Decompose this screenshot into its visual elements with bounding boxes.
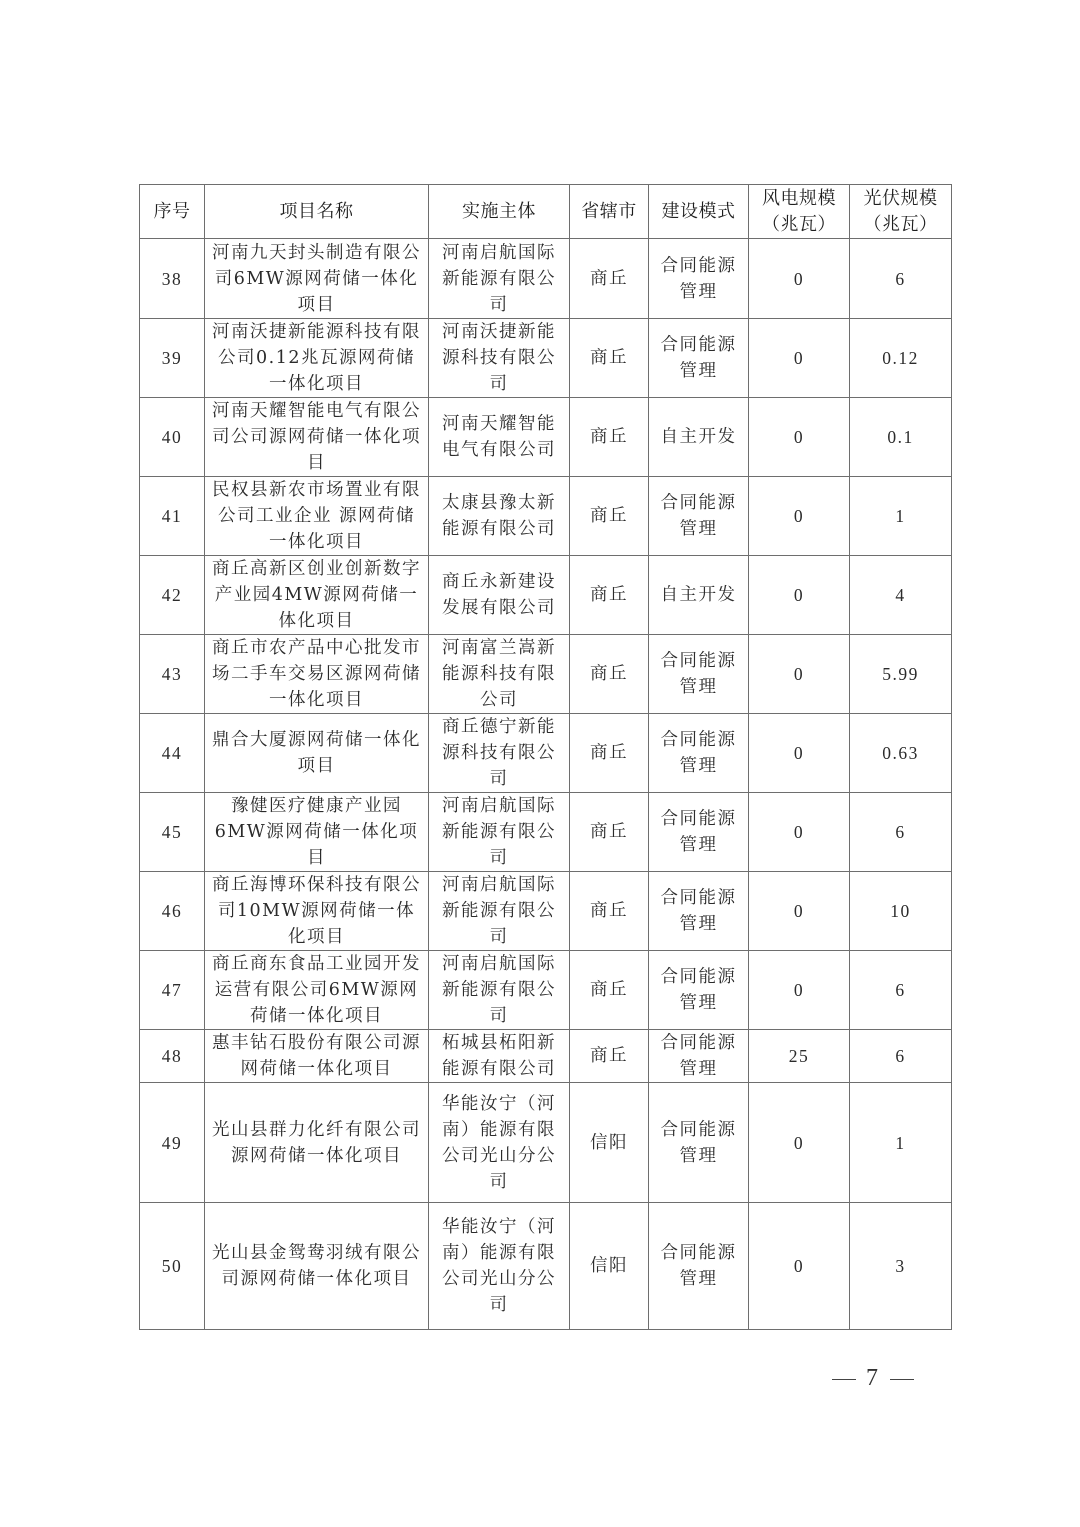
cell-index: 50 [140,1203,205,1330]
cell-wind: 0 [749,398,850,477]
cell-mode: 合同能源管理 [649,951,749,1030]
dash-left [832,1379,856,1381]
cell-project-name: 河南九天封头制造有限公司6MW源网荷储一体化项目 [205,239,429,319]
cell-index: 47 [140,951,205,1030]
cell-solar: 1 [850,1083,952,1203]
cell-implementer: 太康县豫太新能源有限公司 [429,477,570,556]
cell-city: 商丘 [570,951,649,1030]
table-body [140,239,952,1330]
cell-index: 41 [140,477,205,556]
cell-city: 商丘 [570,635,649,714]
header-solar-unit: （兆瓦） [863,213,938,235]
table-row [140,872,952,951]
cell-city: 商丘 [570,793,649,872]
cell-solar: 6 [850,951,952,1030]
page-number [822,1365,924,1392]
table-row [140,793,952,872]
cell-city: 商丘 [570,398,649,477]
cell-mode: 合同能源管理 [649,793,749,872]
cell-city: 商丘 [570,1030,649,1083]
header-solar-title: 光伏规模 [863,187,938,209]
cell-solar: 6 [850,239,952,319]
cell-wind: 0 [749,556,850,635]
cell-index: 39 [140,319,205,398]
cell-solar: 3 [850,1203,952,1330]
cell-index: 48 [140,1030,205,1083]
header-mode: 建设模式 [649,185,749,239]
cell-implementer: 柘城县柘阳新能源有限公司 [429,1030,570,1083]
cell-project-name: 光山县金鸳鸯羽绒有限公司源网荷储一体化项目 [205,1203,429,1330]
cell-project-name: 民权县新农市场置业有限公司工业企业 源网荷储一体化项目 [205,477,429,556]
header-implementer: 实施主体 [429,185,570,239]
cell-project-name: 惠丰钻石股份有限公司源网荷储一体化项目 [205,1030,429,1083]
cell-wind: 0 [749,951,850,1030]
cell-solar: 0.63 [850,714,952,793]
cell-index: 49 [140,1083,205,1203]
cell-implementer: 商丘永新建设发展有限公司 [429,556,570,635]
cell-wind: 0 [749,635,850,714]
header-wind [749,185,850,239]
cell-index: 45 [140,793,205,872]
cell-index: 43 [140,635,205,714]
cell-implementer: 河南天耀智能电气有限公司 [429,398,570,477]
cell-mode: 合同能源管理 [649,239,749,319]
cell-project-name: 商丘高新区创业创新数字产业园4MW源网荷储一体化项目 [205,556,429,635]
cell-mode: 合同能源管理 [649,635,749,714]
header-wind-unit: （兆瓦） [762,213,836,235]
cell-project-name: 商丘商东食品工业园开发运营有限公司6MW源网荷储一体化项目 [205,951,429,1030]
table-row [140,398,952,477]
cell-implementer: 商丘德宁新能源科技有限公司 [429,714,570,793]
table-row [140,319,952,398]
cell-city: 商丘 [570,872,649,951]
project-table [139,184,952,1330]
cell-wind: 0 [749,1203,850,1330]
table-row [140,556,952,635]
cell-city: 信阳 [570,1083,649,1203]
cell-project-name: 河南沃捷新能源科技有限公司0.12兆瓦源网荷储一体化项目 [205,319,429,398]
cell-index: 42 [140,556,205,635]
cell-solar: 6 [850,793,952,872]
table-row [140,1083,952,1203]
dash-right [890,1379,914,1381]
cell-mode: 合同能源管理 [649,477,749,556]
cell-implementer: 河南启航国际新能源有限公司 [429,951,570,1030]
table-row [140,239,952,319]
cell-solar: 1 [850,477,952,556]
cell-implementer: 华能汝宁（河南）能源有限公司光山分公司 [429,1203,570,1330]
table-row [140,635,952,714]
table-row [140,477,952,556]
cell-project-name: 河南天耀智能电气有限公司公司源网荷储一体化项目 [205,398,429,477]
cell-solar: 10 [850,872,952,951]
cell-mode: 合同能源管理 [649,1083,749,1203]
table-row [140,714,952,793]
cell-wind: 0 [749,793,850,872]
cell-implementer: 河南沃捷新能源科技有限公司 [429,319,570,398]
table-row [140,1203,952,1330]
cell-mode: 自主开发 [649,556,749,635]
cell-mode: 自主开发 [649,398,749,477]
cell-solar: 6 [850,1030,952,1083]
cell-wind: 0 [749,477,850,556]
cell-city: 商丘 [570,556,649,635]
cell-mode: 合同能源管理 [649,1203,749,1330]
cell-wind: 0 [749,1083,850,1203]
cell-wind: 25 [749,1030,850,1083]
cell-wind: 0 [749,239,850,319]
cell-implementer: 河南富兰嵩新能源科技有限公司 [429,635,570,714]
cell-wind: 0 [749,872,850,951]
cell-index: 44 [140,714,205,793]
cell-index: 38 [140,239,205,319]
cell-project-name: 豫健医疗健康产业园6MW源网荷储一体化项目 [205,793,429,872]
cell-wind: 0 [749,714,850,793]
cell-implementer: 河南启航国际新能源有限公司 [429,872,570,951]
cell-project-name: 商丘海博环保科技有限公司10MW源网荷储一体化项目 [205,872,429,951]
cell-wind: 0 [749,319,850,398]
cell-solar: 4 [850,556,952,635]
cell-project-name: 商丘市农产品中心批发市场二手车交易区源网荷储一体化项目 [205,635,429,714]
cell-project-name: 鼎合大厦源网荷储一体化项目 [205,714,429,793]
page-number-value: 7 [866,1365,880,1391]
cell-city: 商丘 [570,319,649,398]
cell-solar: 0.1 [850,398,952,477]
cell-city: 商丘 [570,714,649,793]
header-solar [850,185,952,239]
cell-mode: 合同能源管理 [649,872,749,951]
header-index: 序号 [140,185,205,239]
cell-city: 商丘 [570,477,649,556]
header-wind-title: 风电规模 [762,187,836,209]
cell-solar: 0.12 [850,319,952,398]
table-row [140,1030,952,1083]
header-city: 省辖市 [570,185,649,239]
cell-implementer: 河南启航国际新能源有限公司 [429,239,570,319]
header-project-name: 项目名称 [205,185,429,239]
cell-city: 商丘 [570,239,649,319]
cell-mode: 合同能源管理 [649,1030,749,1083]
cell-index: 40 [140,398,205,477]
cell-project-name: 光山县群力化纤有限公司源网荷储一体化项目 [205,1083,429,1203]
cell-city: 信阳 [570,1203,649,1330]
cell-implementer: 华能汝宁（河南）能源有限公司光山分公司 [429,1083,570,1203]
cell-solar: 5.99 [850,635,952,714]
cell-mode: 合同能源管理 [649,319,749,398]
cell-mode: 合同能源管理 [649,714,749,793]
cell-implementer: 河南启航国际新能源有限公司 [429,793,570,872]
cell-index: 46 [140,872,205,951]
table-header-row [140,185,952,239]
table-row [140,951,952,1030]
